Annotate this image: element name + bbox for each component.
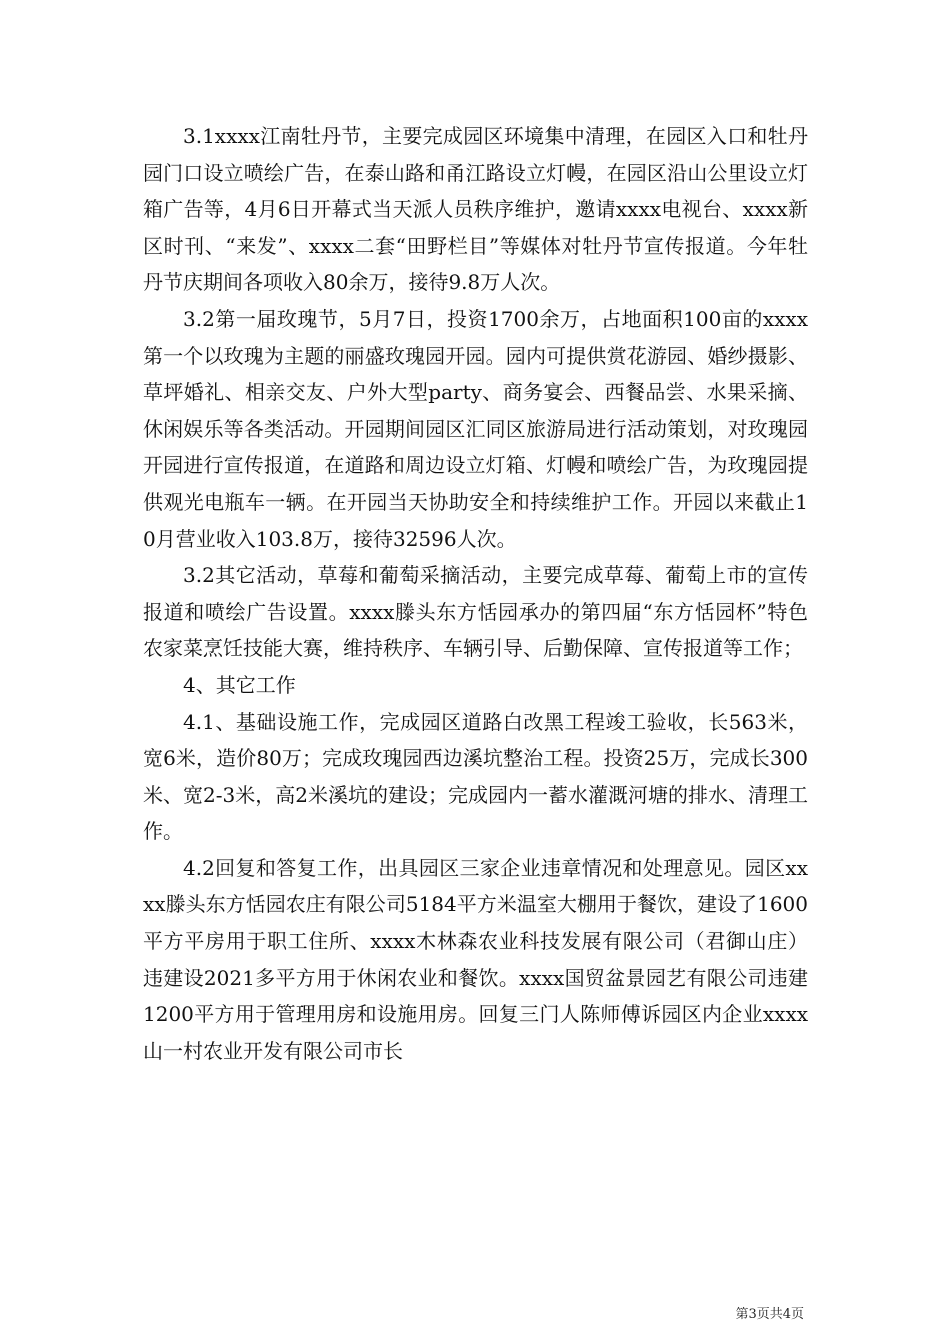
paragraph-3-2-rose-festival: 3.2第一届玫瑰节，5月7日，投资1700余万，占地面积100亩的xxxx第一个以玫瑰为主题的丽盛玫瑰园开园。园内可提供赏花游园、婚纱摄影、草坪婚礼、相亲交友、户外大型party、商务宴会、西餐品尝、水果采摘、休闲娱乐等各类活动。开园期间园区汇同区旅游局进行活动策划，对玫瑰园开园进行宣传报道，在道路和周边设立灯箱、灯幔和喷绘广告，为玫瑰园提供观光电瓶车一辆。在开园当天协助安全和持续维护工作。开园以来截止10月营业收入103.8万，接待32596人次。 — [143, 306, 808, 551]
paragraph-4-2-replies: 4.2回复和答复工作，出具园区三家企业违章情况和处理意见。园区xxxx滕头东方恬园农庄有限公司5184平方米温室大棚用于餐饮，建设了1600平方平房用于职工住所、xxxx木林森农业科技发展有限公司（君御山庄）违建设2021多平方用于休闲农业和餐饮。xxxx国贸盆景园艺有限公司违建1200平方用于管理用房和设施用房。回复三门人陈师傅诉园区内企业xxxx山一村农业开发有限公司市长 — [143, 855, 808, 1063]
section-heading-other-work: 4、其它工作 — [183, 672, 296, 697]
page-number-footer: 第3页共4页 — [735, 1307, 804, 1322]
paragraph-4-1-infrastructure: 4.1、基础设施工作，完成园区道路白改黑工程竣工验收，长563米，宽6米，造价80万；完成玫瑰园西边溪坑整治工程。投资25万，完成长300米、宽2-3米，高2米溪坑的建设；完成园内一蓄水灌溉河塘的排水、清理工作。 — [143, 709, 808, 844]
paragraph-3-2-other-activities: 3.2其它活动，草莓和葡萄采摘活动，主要完成草莓、葡萄上市的宣传报道和喷绘广告设置。xxxx滕头东方恬园承办的第四届“东方恬园杯”特色农家菜烹饪技能大赛，维持秩序、车辆引导、后勤保障、宣传报道等工作； — [143, 563, 808, 661]
document-body — [143, 118, 808, 1069]
paragraph-3-1-peony-festival: 3.1xxxx江南牡丹节，主要完成园区环境集中清理，在园区入口和牡丹园门口设立喷绘广告，在泰山路和甬江路设立灯幔，在园区沿山公里设立灯箱广告等，4月6日开幕式当天派人员秩序维护，邀请xxxx电视台、xxxx新区时刊、“来发”、xxxx二套“田野栏目”等媒体对牡丹节宣传报道。今年牡丹节庆期间各项收入80余万，接待9.8万人次。 — [143, 124, 808, 295]
